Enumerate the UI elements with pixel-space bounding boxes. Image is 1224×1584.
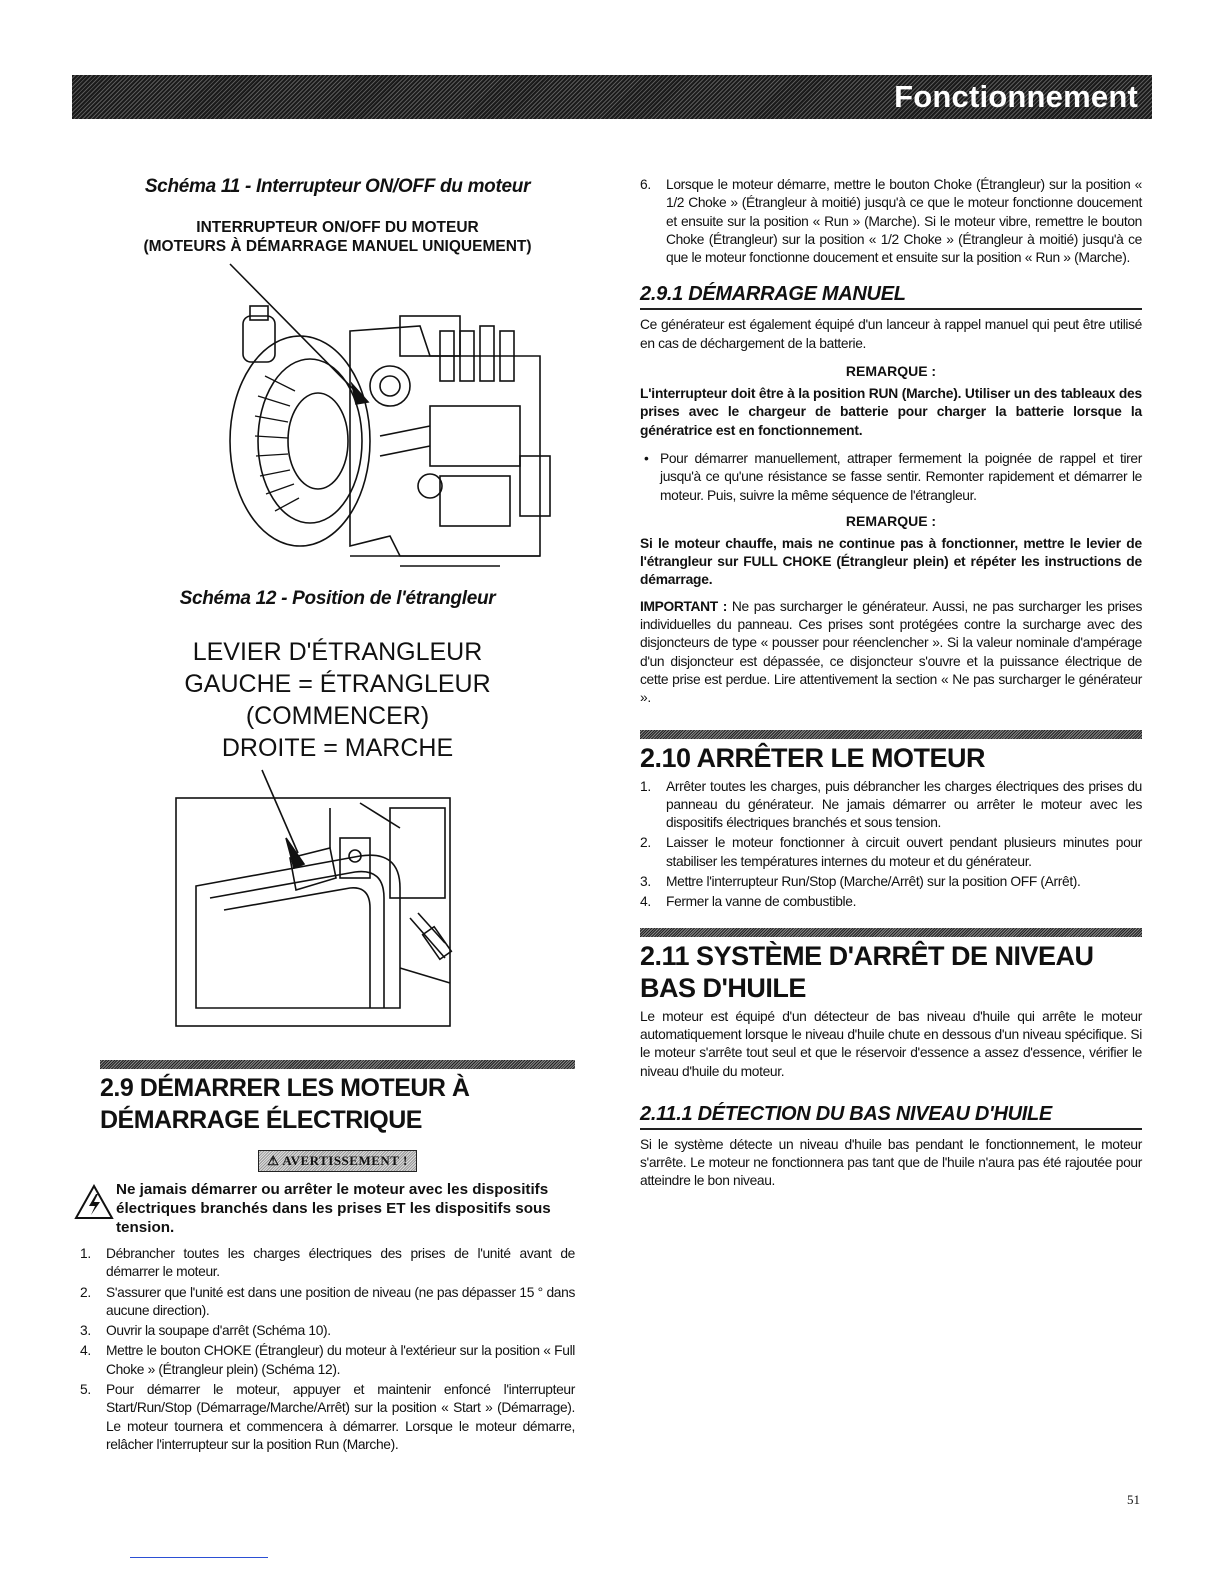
figure-11-caption: Schéma 11 - Interrupteur ON/OFF du moteur — [144, 176, 531, 197]
list-number: 3. — [640, 874, 651, 890]
important-label: IMPORTANT : — [640, 598, 727, 614]
list-item — [640, 778, 1142, 833]
figure-12-caption: Schéma 12 - Position de l'étrangleur — [179, 588, 496, 609]
list-text: Mettre l'interrupteur Run/Stop (Marche/Arrêt) sur la position OFF (Arrêt). — [666, 874, 1081, 890]
list-item — [80, 1245, 575, 1282]
warning-text: Ne jamais démarrer ou arrêter le moteur avec les dispositifs électriques branchés dans les prises ET les dispositifs sous tension. — [116, 1181, 551, 1236]
low-oil-detection-paragraph: Si le système détecte un niveau d'huile bas pendant le fonctionnement, le moteur s'arrête. Le moteur ne fonctionnera pas tant que de l'huile n'aura pas été rajoutée pour atteindre le bon niveau. — [640, 1136, 1142, 1189]
list-item — [640, 893, 1142, 911]
engine-on-off-switch-illustration — [100, 256, 575, 586]
electric-shock-warning-icon — [74, 1184, 114, 1220]
list-text: Débrancher toutes les charges électriques des prises de l'unité avant de démarrer le moteur. — [106, 1246, 575, 1280]
figure-11-label-line2: (MOTEURS À DÉMARRAGE MANUEL UNIQUEMENT) — [143, 238, 532, 255]
stop-steps-list — [640, 778, 1142, 912]
list-item — [640, 834, 1142, 871]
list-item — [80, 1342, 575, 1379]
note-1-text: L'interrupteur doit être à la position RUN (Marche). Utiliser un des tableaux des prises avec le chargeur de batterie pour charger la batterie lorsque la génératrice est en fonctionnement. — [640, 386, 1142, 438]
warning-triangle-icon: ⚠ — [267, 1153, 280, 1168]
list-text: Ouvrir la soupape d'arrêt (Schéma 10). — [106, 1323, 331, 1339]
footer-line — [130, 1557, 268, 1558]
header-banner — [72, 75, 1152, 119]
note-2-text: Si le moteur chauffe, mais ne continue pas à fonctionner, mettre le levier de l'étrangleur sur FULL CHOKE (Étrangleur plein) et répéter les instructions de démarrage. — [640, 535, 1142, 588]
section-2-9-heading: 2.9 DÉMARRER LES MOTEUR À DÉMARRAGE ÉLECTRIQUE — [100, 1074, 470, 1134]
list-item — [80, 1322, 575, 1340]
note-1-title: REMARQUE : — [845, 363, 937, 380]
list-item — [80, 1381, 575, 1454]
list-number: 4. — [640, 894, 651, 910]
figure-12-label-line2: GAUCHE = ÉTRANGLEUR (COMMENCER) — [184, 670, 491, 730]
list-text: Arrêter toutes les charges, puis débrancher les charges électriques des prises du panneau du générateur. Ne jamais démarrer ou arrêter le moteur avec les dispositifs électriques branchés et sous tension. — [666, 778, 1142, 831]
left-column — [80, 176, 575, 1456]
bullet-dot: • — [644, 450, 649, 466]
list-item — [640, 176, 1142, 267]
low-oil-paragraph: Le moteur est équipé d'un détecteur de bas niveau d'huile qui arrête le moteur automatiquement lorsque le niveau d'huile chute en dessous d'un niveau spécifique. Si le moteur s'arrête tout seul et que le réservoir d'essence a assez d'essence, vérifier le niveau d'huile du moteur. — [640, 1008, 1142, 1079]
list-number: 4. — [80, 1343, 91, 1359]
list-text: Fermer la vanne de combustible. — [666, 894, 857, 910]
list-item — [640, 450, 1142, 505]
section-2-10-heading: 2.10 ARRÊTER LE MOTEUR — [640, 742, 986, 773]
list-number: 6. — [640, 177, 651, 192]
list-item — [80, 1284, 575, 1321]
list-text: Mettre le bouton CHOKE (Étrangleur) du moteur à l'extérieur sur la position « Full Choke » (Étrangleur plein) (Schéma 12). — [106, 1343, 575, 1377]
important-paragraph — [640, 598, 1142, 708]
manual-start-bullets — [640, 450, 1142, 505]
section-rule — [640, 928, 1142, 937]
warning-badge-wrap — [100, 1150, 575, 1172]
list-item — [640, 873, 1142, 891]
list-text: Pour démarrer le moteur, appuyer et maintenir enfoncé l'interrupteur Start/Run/Stop (Démarrage/Marche/Arrêt) sur la position « Start » (Démarrage). Le moteur tournera et commencera à démarrer. Lorsque le moteur démarre, relâcher l'interrupteur sur la position Run (Marche). — [106, 1382, 575, 1452]
section-rule — [640, 730, 1142, 739]
list-text: S'assurer que l'unité est dans une position de niveau (ne pas dépasser 15 ° dans aucune direction). — [106, 1284, 575, 1318]
list-text: Laisser le moteur fonctionner à circuit ouvert pendant plusieurs minutes pour stabiliser les températures internes du moteur et du générateur. — [666, 835, 1142, 869]
choke-lever-illustration — [100, 768, 575, 1028]
warning-block — [100, 1180, 575, 1237]
right-column — [640, 176, 1142, 1191]
start-steps-list — [80, 1245, 575, 1454]
list-text: Pour démarrer manuellement, attraper fermement la poignée de rappel et tirer jusqu'à ce qu'une résistance se fasse sentir. Remonter rapidement et démarrer le moteur. Puis, suivre la même séquence de l'étrangleur. — [660, 450, 1142, 503]
list-number: 2. — [80, 1284, 91, 1300]
list-number: 1. — [640, 778, 651, 794]
list-number: 3. — [80, 1323, 91, 1339]
figure-11-label-line1: INTERRUPTEUR ON/OFF DU MOTEUR — [196, 219, 479, 236]
figure-12-label-line3: DROITE = MARCHE — [221, 734, 454, 762]
page-section-title: Fonctionnement — [894, 79, 1138, 114]
important-text: Ne pas surcharger le générateur. Aussi, ne pas surcharger les prises individuelles du panneau. Ces prises sont protégées contre la surcharge avec des disjoncteurs de type « pousser pour réenclencher ». Si la valeur nominale d'ampérage d'un disjoncteur est dépassée, ce disjoncteur s'ouvre et la puissance électrique de cette prise est perdue. Lire attentivement la section « Ne pas surcharger le générateur ». — [640, 598, 1142, 706]
list-number: 1. — [80, 1246, 91, 1261]
section-2-11-heading: 2.11 SYSTÈME D'ARRÊT DE NIVEAU BAS D'HUILE — [640, 940, 1094, 1003]
section-rule — [100, 1060, 575, 1069]
manual-start-intro: Ce générateur est également équipé d'un lanceur à rappel manuel qui peut être utilisé en cas de déchargement de la batterie. — [640, 317, 1142, 351]
list-number: 5. — [80, 1382, 91, 1398]
list-number: 2. — [640, 835, 651, 851]
list-text: Lorsque le moteur démarre, mettre le bouton Choke (Étrangleur) sur la position « 1/2 Choke » (Étrangleur à moitié) jusqu'à ce que le moteur fonctionne doucement et ensuite sur la position « Run » (Marche). Si le moteur vibre, remettre le bouton Choke (Étrangleur) sur la position « 1/2 Choke » (Étrangleur à moitié) jusqu'à ce que le moteur fonctionne doucement et ensuite sur la position « Run » (Marche). — [666, 177, 1142, 266]
section-2-11-1-heading: 2.11.1 DÉTECTION DU BAS NIVEAU D'HUILE — [640, 1103, 1142, 1130]
step-6-list — [640, 176, 1142, 267]
warning-badge — [258, 1150, 417, 1172]
section-2-9-1-heading: 2.9.1 DÉMARRAGE MANUEL — [640, 283, 1142, 310]
warning-badge-label: AVERTISSEMENT ! — [282, 1153, 408, 1168]
page-number: 51 — [1127, 1492, 1140, 1507]
figure-12-label-line1: LEVIER D'ÉTRANGLEUR — [192, 638, 483, 666]
note-2-title: REMARQUE : — [845, 512, 937, 529]
